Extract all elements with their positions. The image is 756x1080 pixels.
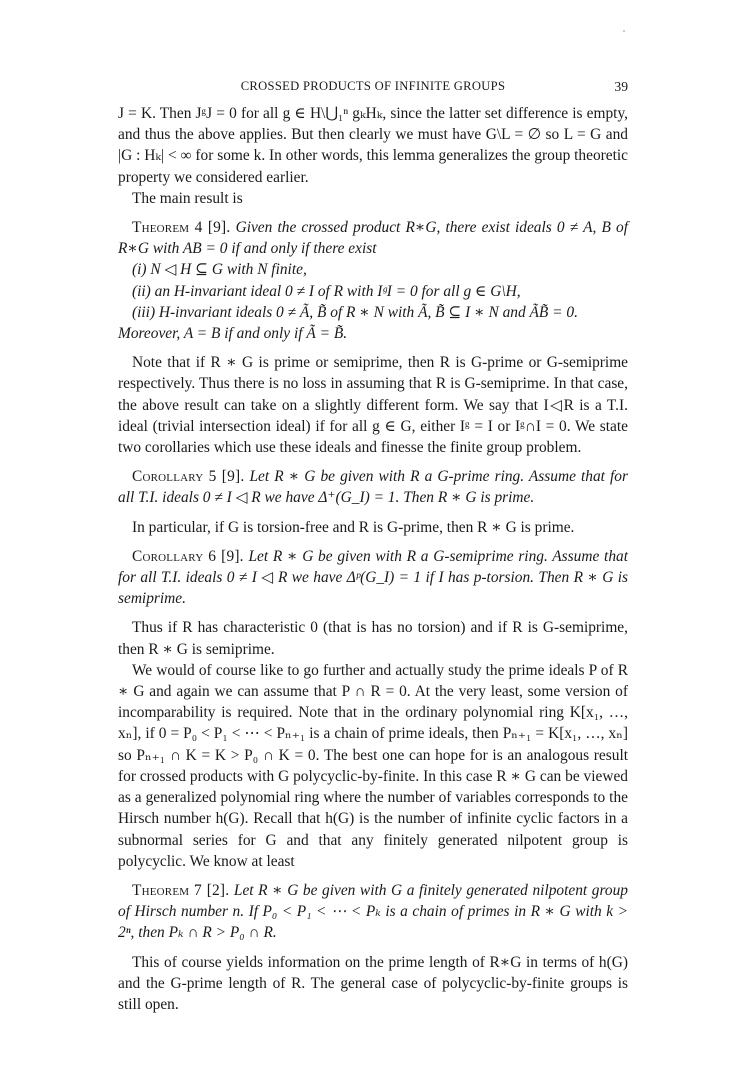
theorem-4-condition-ii: (ii) an H-invariant ideal 0 ≠ I of R with IᵍI = 0 for all g ∈ G\H, (132, 282, 521, 300)
paragraph-main-result: The main result is (132, 189, 243, 207)
corollary-6-heading: Corollary 6 [9]. (132, 547, 244, 565)
theorem-4 (118, 217, 628, 259)
corollary-5 (118, 466, 628, 508)
paragraph-torsion-free: In particular, if G is torsion-free and R is G-prime, then R ∗ G is prime. (132, 518, 575, 536)
paragraph-1: J = K. Then JᵍJ = 0 for all g ∈ H\⋃₁ⁿ gₖHₖ, since the latter set difference is empty, and thus the above applies. But then clearly we must have G\L = ∅ so L = G and |G : Hₖ| < ∞ for some k. In other words, this lemma generalizes the group theoretic property we considered earlier. (118, 105, 628, 186)
theorem-7-statement: Let R ∗ G be given with G a finitely generated nilpotent group of Hirsch number n. If P₀ < P₁ < ⋯ < Pₖ is a chain of primes in R ∗ G with k > 2ⁿ, then Pₖ ∩ R > P₀ ∩ R. (118, 881, 628, 942)
theorem-4-condition-iii: (iii) H-invariant ideals 0 ≠ Ã, B̃ of R ∗ N with Ã, B̃ ⊆ I ∗ N and ÃB̃ = 0. (132, 303, 578, 321)
paragraph-prime-ideals: We would of course like to go further and actually study the prime ideals P of R ∗ G and again we can assume that P ∩ R = 0. At the very least, some version of incomparability is required. Note that in the ordinary polynomial ring K[x₁, …, xₙ], if 0 = P₀ < P₁ < ⋯ < Pₙ₊₁ is a chain of prime ideals, then Pₙ₊₁ = K[x₁, …, xₙ] so Pₙ₊₁ ∩ K = K > P₀ ∩ K = 0. The best one can hope for is an analogous result for crossed products with G polycyclic-by-finite. In this case R ∗ G can be viewed as a generalized polynomial ring where the number of variables corresponds to the Hirsch number h(G). Recall that h(G) is the number of infinite cyclic factors in a subnormal series for G and that any finitely generated nilpotent group is polycyclic. We know at least (118, 661, 628, 870)
theorem-4-heading: Theorem 4 [9]. (132, 219, 231, 237)
paragraph-characteristic: Thus if R has characteristic 0 (that is has no torsion) and if R is G-semiprime, then R ∗ G is semiprime. (118, 619, 628, 658)
page-body (118, 103, 628, 1015)
theorem-4-condition-i: (i) N ◁ H ⊆ G with N finite, (132, 261, 307, 279)
paragraph-conclusion: This of course yields information on the prime length of R∗G in terms of h(G) and the G-prime length of R. The general case of polycyclic-by-finite groups is still open. (118, 953, 628, 1013)
page-header (118, 76, 628, 96)
page-number: 39 (614, 79, 628, 94)
corollary-6 (118, 546, 628, 610)
theorem-4-statement: Given the crossed product R∗G, there exist ideals 0 ≠ A, B of R∗G with AB = 0 if and only if there exist (118, 219, 628, 258)
scan-speck (623, 30, 625, 32)
corollary-5-statement: Let R ∗ G be given with R a G-prime ring. Assume that for all T.I. ideals 0 ≠ I ◁ R we have Δ⁺(G_I) = 1. Then R ∗ G is prime. (118, 468, 628, 507)
theorem-7-heading: Theorem 7 [2]. (132, 881, 230, 899)
corollary-5-heading: Corollary 5 [9]. (132, 468, 245, 486)
running-title: CROSSED PRODUCTS OF INFINITE GROUPS (240, 79, 506, 93)
paragraph-semiprime: Note that if R ∗ G is prime or semiprime, then R is G-prime or G-semiprime respectively. Thus there is no loss in assuming that R is G-semiprime. In that case, the above result can take on a slightly different form. We say that I◁R is a T.I. ideal (trivial intersection ideal) if for all g ∈ G, either Iᵍ = I or Iᵍ∩I = 0. We state two corollaries which use these ideals and finesse the finite group problem. (118, 354, 628, 457)
theorem-7 (118, 880, 628, 944)
theorem-4-moreover: Moreover, A = B if and only if Ã = B̃. (118, 325, 348, 343)
corollary-6-statement: Let R ∗ G be given with R a G-semiprime ring. Assume that for all T.I. ideals 0 ≠ I ◁ R we have Δᵖ(G_I) = 1 if I has p-torsion. Then R ∗ G is semiprime. (118, 547, 628, 608)
